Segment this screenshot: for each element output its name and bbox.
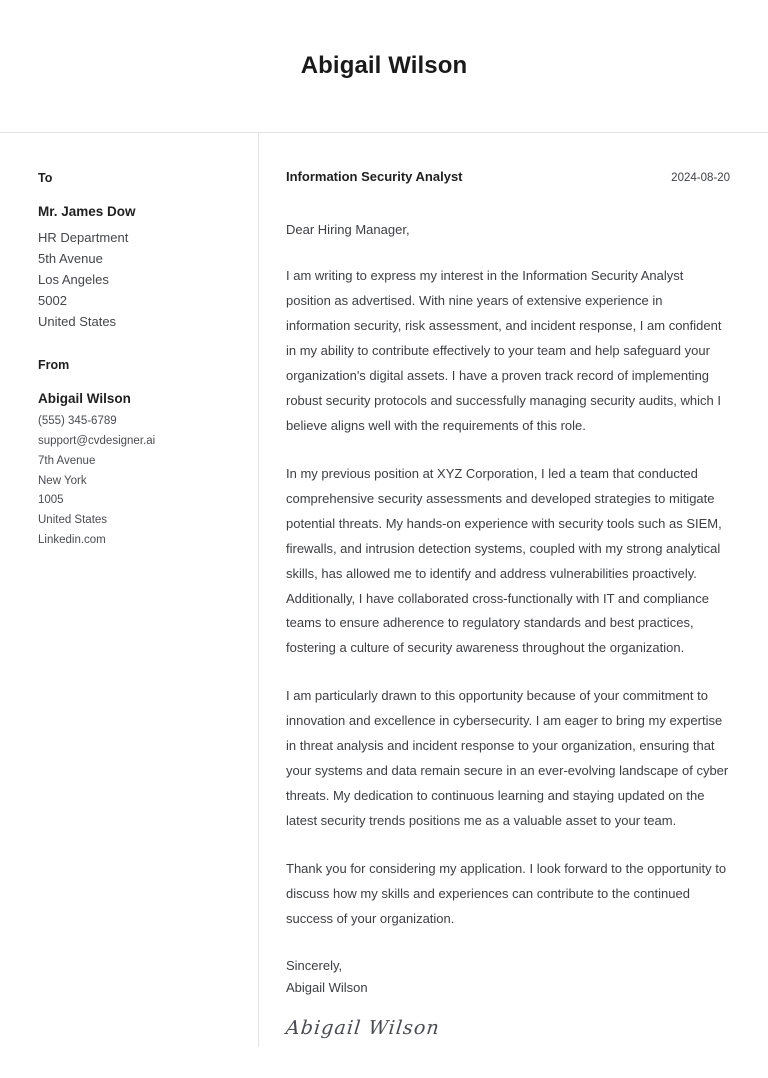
sender-phone: (555) 345-6789 (38, 415, 117, 428)
recipient-address-block (38, 171, 228, 332)
letter-paragraph: In my previous position at XYZ Corporation, I led a team that conducted comprehensive security assessments and developed strategies to mitigate potential threats. My hands-on experience with security tools such as SIEM, firewalls, and intrusion detection systems, coupled with my strong analytical skills, has allowed me to identify and address vulnerabilities proactively. Additionally, I have collaborated cross-functionally with IT and compliance teams to ensure adherence to regulatory standards and best practices, fostering a culture of security awareness throughout the organization. (286, 465, 722, 656)
recipient-label: To (38, 171, 53, 185)
sender-label: From (38, 357, 70, 372)
sender-website: Linkedin.com (38, 533, 106, 546)
recipient-address-line: 5th Avenue (38, 250, 103, 266)
recipient-address-line: United States (38, 313, 117, 329)
letter-closing (286, 955, 730, 999)
letter-paragraph: Thank you for considering my application. I look forward to the opportunity to discuss how my skills and experiences can contribute to the continued success of your organization. (286, 861, 727, 926)
recipient-address-line: HR Department (38, 229, 129, 245)
sidebar-address-panel (0, 133, 258, 1078)
document-body (0, 133, 768, 1078)
document-header (0, 0, 768, 133)
recipient-name: Mr. James Dow (38, 204, 136, 219)
sender-address-line: 1005 (38, 494, 64, 507)
recipient-address-line: Los Angeles (38, 271, 109, 287)
letter-paragraph: I am particularly drawn to this opportunity because of your commitment to innovation and excellence in cybersecurity. I am eager to bring my expertise in threat analysis and incident response to your organization, ensuring that your systems and data remain secure in an ever-evolving landscape of cyber threats. My dedication to continuous learning and staying updated on the latest security trends positions me as a valuable asset to your team. (286, 688, 729, 829)
letter-paragraph: I am writing to express my interest in the Information Security Analyst position as advertised. With nine years of extensive experience in information security, risk assessment, and incident response, I am confident in my ability to contribute effectively to your team and help safeguard your organization's digital assets. I have a proven track record of implementing robust security protocols and successfully managing security audits, which I believe aligns well with the requirements of this role. (286, 268, 722, 433)
recipient-address-line: 5002 (38, 292, 67, 308)
sender-address-line: 7th Avenue (38, 454, 96, 467)
column-divider (258, 133, 259, 1078)
page-title: Abigail Wilson (300, 51, 468, 79)
salutation: Dear Hiring Manager, (286, 221, 410, 237)
letter-header-row (286, 169, 730, 186)
signature: Abigail Wilson (284, 1016, 442, 1039)
sender-name: Abigail Wilson (38, 390, 131, 406)
closing-name: Abigail Wilson (286, 979, 368, 995)
letter-date: 2024-08-20 (671, 172, 730, 184)
sender-address-line: New York (38, 474, 87, 487)
sender-email: support@cvdesigner.ai (38, 435, 156, 448)
sender-address-block (38, 358, 228, 551)
sender-address-line: United States (38, 514, 108, 527)
job-title: Information Security Analyst (286, 169, 463, 184)
closing-salutation: Sincerely, (286, 957, 343, 973)
vertical-divider-line (258, 133, 259, 1047)
letter-content (259, 133, 768, 1078)
